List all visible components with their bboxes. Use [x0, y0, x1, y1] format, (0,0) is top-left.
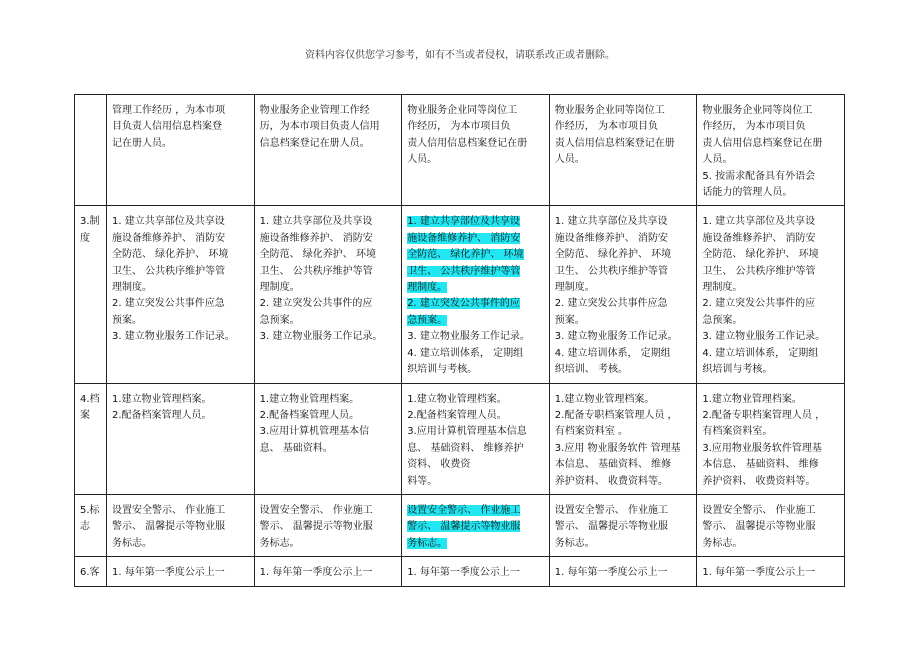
table-cell — [402, 557, 550, 586]
cell-line — [112, 392, 251, 408]
cell-line — [112, 119, 251, 135]
cell-text: 物业服务企业同等岗位工 — [702, 105, 813, 116]
cell-line — [260, 503, 399, 519]
cell-text: 务标志。 — [112, 537, 152, 549]
table-cell — [107, 95, 255, 206]
cell-text: 3.应用计算机管理基本信息 — [407, 426, 527, 438]
cell-text: 资料、 收费资 — [407, 459, 471, 471]
cell-text: 记在册人员。 — [112, 137, 172, 149]
cell-line — [702, 519, 841, 535]
cell-line — [112, 329, 251, 345]
row-label — [75, 95, 107, 206]
cell-text: 3. 建立物业服务工作记录。 — [259, 331, 383, 343]
highlighted-text: 务标志。 — [407, 537, 448, 549]
cell-line — [112, 519, 251, 535]
cell-line — [702, 119, 841, 135]
cell-line — [702, 214, 841, 230]
cell-line — [407, 152, 546, 168]
cell-line — [702, 247, 841, 263]
cell-line — [555, 329, 694, 345]
cell-text: 1. 每年第一季度公示上一 — [112, 567, 225, 579]
cell-line — [555, 519, 694, 535]
cell-text: 物业服务企业同等岗位工 — [554, 105, 665, 116]
cell-line — [407, 214, 546, 230]
standards-table — [74, 94, 845, 587]
cell-line — [702, 313, 841, 329]
highlighted-text: 卫生、 公共秩序维护等管 — [407, 265, 521, 277]
cell-line — [260, 441, 399, 457]
cell-text: 责人信用信息档案登记在册 — [407, 137, 528, 149]
cell-line — [702, 392, 841, 408]
cell-text: 物业服务企业同等岗位工 — [407, 105, 518, 116]
cell-line — [407, 503, 546, 519]
cell-text: 有档案资料室。 — [702, 426, 773, 438]
cell-text: 1.建立物业管理档案。 — [112, 393, 212, 405]
cell-text: 1. 建立共享部位及共享设 — [702, 216, 816, 228]
cell-text: 2.配备档案管理人员。 — [259, 409, 360, 421]
cell-text: 预案。 — [554, 314, 585, 326]
cell-text: 1. 每年第一季度公示上一 — [259, 567, 373, 579]
cell-text: 理制度。 — [702, 282, 743, 294]
cell-text: 3.应用计算机管理基本信 — [259, 426, 370, 438]
cell-text: 全防范、 绿化养护、 环境 — [554, 249, 672, 261]
table-cell — [549, 95, 697, 206]
cell-text: 2. 建立突发公共事件的应 — [702, 298, 816, 310]
cell-line — [407, 424, 546, 440]
cell-line — [260, 214, 399, 230]
cell-line — [555, 214, 694, 230]
cell-text: 织培训与考核。 — [702, 364, 773, 376]
cell-line — [555, 536, 694, 552]
cell-line — [555, 565, 694, 581]
cell-text: 3.应用物业服务软件管理基 — [702, 442, 822, 454]
cell-line — [407, 329, 546, 345]
cell-line — [702, 280, 841, 296]
cell-line — [407, 296, 546, 312]
cell-text: 2.配备档案管理人员。 — [407, 409, 507, 421]
cell-line — [260, 119, 399, 135]
cell-text: 物业服务企业管理工作经 — [259, 105, 370, 116]
cell-line — [702, 536, 841, 552]
cell-line — [112, 503, 251, 519]
cell-text: 本信息、 基础资料、 维修 — [702, 459, 819, 471]
row-label: 5.标志 — [75, 494, 107, 556]
cell-line — [702, 169, 841, 185]
cell-line — [260, 280, 399, 296]
cell-text: 2. 建立突发公共事件应急 — [112, 298, 225, 310]
cell-line — [555, 152, 694, 168]
cell-text: 有档案资料室 。 — [554, 426, 628, 438]
table-cell — [402, 95, 550, 206]
cell-text: 施设备维修养护、 消防安 — [259, 232, 373, 244]
cell-text: 人员。 — [554, 154, 585, 166]
cell-line — [702, 346, 841, 362]
table-cell — [697, 206, 845, 383]
cell-text: 3.应用 物业服务软件 管理基 — [554, 442, 681, 454]
cell-line — [260, 536, 399, 552]
cell-text: 急预案。 — [259, 314, 300, 326]
cell-text: 警示、 温馨提示等物业服 — [554, 521, 668, 533]
cell-line — [112, 296, 251, 312]
cell-text: 警示、 温馨提示等物业服 — [702, 521, 816, 533]
cell-line — [260, 408, 399, 424]
cell-line — [555, 136, 694, 152]
highlighted-text: 警示、 温馨提示等物业服 — [407, 521, 521, 533]
disclaimer-header: 资料内容仅供您学习参考，如有不当或者侵权，请联系改正或者删除。 — [305, 50, 615, 61]
cell-line — [407, 362, 546, 378]
cell-text: 5. 按需求配备具有外语会 — [702, 170, 816, 182]
cell-line — [702, 408, 841, 424]
cell-text: 1. 每年第一季度公示上一 — [407, 567, 520, 579]
cell-text: 全防范、 绿化养护、 环境 — [112, 249, 229, 261]
cell-line — [555, 119, 694, 135]
cell-text: 2.配备档案管理人员。 — [112, 409, 212, 421]
cell-line — [407, 103, 546, 119]
cell-text: 息、 基础资料。 — [259, 442, 333, 454]
table-cell — [107, 383, 255, 494]
cell-text: 理制度。 — [112, 282, 152, 294]
cell-text: 历，为本市项目负责人信用 — [259, 121, 380, 133]
cell-line — [260, 519, 399, 535]
cell-line — [555, 441, 694, 457]
cell-text: 2. 建立突发公共事件应急 — [554, 298, 668, 310]
table-cell — [697, 383, 845, 494]
cell-line — [702, 362, 841, 378]
cell-line — [407, 457, 546, 473]
cell-line — [260, 313, 399, 329]
cell-line — [112, 264, 251, 280]
cell-line — [407, 441, 546, 457]
highlighted-text: 施设备维修养护、 消防安 — [407, 232, 521, 244]
cell-text: 目负责人信用信息档案登 — [112, 121, 222, 133]
table-row — [75, 557, 845, 586]
cell-text: 全防范、 绿化养护、 环境 — [259, 249, 376, 261]
highlighted-text: 1. 建立共享部位及共享设 — [407, 216, 520, 228]
row-label: 3.制度 — [75, 206, 107, 383]
cell-text: 卫生、 公共秩序维护等管 — [259, 265, 373, 277]
cell-line — [260, 264, 399, 280]
cell-line — [555, 296, 694, 312]
cell-text: 警示、 温馨提示等物业服 — [259, 521, 373, 533]
cell-line — [407, 313, 546, 329]
cell-line — [407, 280, 546, 296]
cell-text: 1. 建立共享部位及共享设 — [554, 216, 668, 228]
cell-text: 织培训与考核。 — [407, 364, 478, 376]
cell-text: 2. 建立突发公共事件的应 — [259, 298, 373, 310]
table-cell — [697, 557, 845, 586]
cell-line — [702, 185, 841, 201]
table-cell — [549, 494, 697, 556]
cell-text: 急预案。 — [702, 314, 743, 326]
cell-line — [407, 392, 546, 408]
cell-text: 作经历， 为本市项目负 — [554, 121, 658, 133]
cell-line — [260, 296, 399, 312]
cell-text: 1.建立物业管理档案。 — [554, 393, 655, 405]
cell-text: 务标志。 — [259, 537, 300, 549]
cell-line — [555, 457, 694, 473]
cell-line — [555, 103, 694, 119]
table-cell — [549, 557, 697, 586]
table-cell — [402, 494, 550, 556]
cell-line — [702, 103, 841, 119]
cell-line — [260, 247, 399, 263]
cell-line — [555, 313, 694, 329]
cell-text: 3. 建立物业服务工作记录。 — [702, 331, 826, 343]
cell-line — [702, 474, 841, 490]
cell-text: 责人信用信息档案登记在册 — [702, 137, 823, 149]
cell-line — [407, 519, 546, 535]
cell-text: 作经历， 为本市项目负 — [407, 121, 511, 133]
cell-text: 务标志。 — [702, 537, 743, 549]
cell-text: 管理工作经历 ，为本市项 — [112, 105, 226, 116]
cell-text: 人员。 — [407, 154, 438, 166]
cell-line — [702, 424, 841, 440]
highlighted-text: 2. 建立突发公共事件的应 — [407, 298, 520, 310]
cell-text: 本信息、 基础资料、 维修 — [554, 459, 672, 471]
table-cell — [254, 95, 402, 206]
cell-line — [407, 536, 546, 552]
cell-text: 1. 每年第一季度公示上一 — [554, 567, 668, 579]
cell-text: 设置安全警示、 作业施工 — [259, 504, 373, 516]
cell-line — [260, 231, 399, 247]
cell-line — [112, 280, 251, 296]
cell-text: 3. 建立物业服务工作记录。 — [407, 331, 530, 343]
cell-text: 务标志。 — [554, 537, 595, 549]
cell-line — [260, 565, 399, 581]
table-cell — [697, 95, 845, 206]
highlighted-text: 设置安全警示、 作业施工 — [407, 504, 521, 516]
cell-line — [555, 424, 694, 440]
cell-line — [112, 408, 251, 424]
cell-text: 3. 建立物业服务工作记录。 — [554, 331, 678, 343]
cell-text: 信息档案登记在册人员。 — [259, 137, 370, 149]
table-cell — [402, 383, 550, 494]
cell-text: 2.配备专职档案管理人员 ， — [702, 409, 826, 421]
cell-text: 警示、 温馨提示等物业服 — [112, 521, 226, 533]
table-cell — [549, 206, 697, 383]
cell-text: 作经历， 为本市项目负 — [702, 121, 806, 133]
table-cell — [254, 383, 402, 494]
cell-text: 2.配备专职档案管理人员 ， — [554, 409, 678, 421]
cell-line — [112, 136, 251, 152]
cell-line — [555, 264, 694, 280]
cell-line — [702, 503, 841, 519]
cell-text: 养护资料、 收费资料等。 — [554, 475, 668, 487]
cell-text: 4. 建立培训体系， 定期组 — [407, 347, 524, 359]
table-cell — [254, 206, 402, 383]
table-cell — [549, 383, 697, 494]
cell-text: 1.建立物业管理档案。 — [259, 393, 360, 405]
table-cell — [107, 557, 255, 586]
row-label: 4.档案 — [75, 383, 107, 494]
cell-text: 1.建立物业管理档案。 — [702, 393, 802, 405]
cell-line — [555, 231, 694, 247]
cell-line — [702, 329, 841, 345]
cell-line — [407, 119, 546, 135]
highlighted-text: 理制度。 — [407, 282, 448, 294]
cell-line — [702, 152, 841, 168]
table-row — [75, 383, 845, 494]
cell-line — [260, 392, 399, 408]
cell-text: 施设备维修养护、 消防安 — [702, 232, 816, 244]
cell-line — [555, 346, 694, 362]
cell-text: 1. 每年第一季度公示上一 — [702, 567, 816, 579]
cell-line — [112, 536, 251, 552]
cell-text: 1. 建立共享部位及共享设 — [112, 216, 225, 228]
cell-text: 全防范、 绿化养护、 环境 — [702, 249, 819, 261]
cell-line — [555, 503, 694, 519]
cell-line — [407, 346, 546, 362]
cell-text: 1.建立物业管理档案。 — [407, 393, 507, 405]
cell-line — [260, 424, 399, 440]
cell-text: 设置安全警示、 作业施工 — [702, 504, 816, 516]
cell-line — [702, 441, 841, 457]
cell-text: 养护资料、 收费资料等。 — [702, 475, 816, 487]
cell-line — [260, 103, 399, 119]
table-cell — [107, 206, 255, 383]
cell-line — [555, 362, 694, 378]
table-row — [75, 206, 845, 383]
cell-line — [260, 329, 399, 345]
cell-line — [407, 408, 546, 424]
cell-line — [702, 136, 841, 152]
cell-line — [112, 313, 251, 329]
cell-text: 息、 基础资料、 维修养护 — [407, 442, 524, 454]
cell-text: 织培训、 考核。 — [554, 364, 628, 376]
cell-line — [407, 136, 546, 152]
cell-line — [555, 280, 694, 296]
table-row — [75, 494, 845, 556]
cell-line — [555, 474, 694, 490]
cell-text: 卫生、 公共秩序维护等管 — [112, 265, 226, 277]
cell-line — [407, 231, 546, 247]
table-cell — [697, 494, 845, 556]
cell-line — [702, 457, 841, 473]
cell-text: 理制度。 — [554, 282, 595, 294]
table-cell — [254, 557, 402, 586]
cell-text: 卫生、 公共秩序维护等管 — [554, 265, 668, 277]
cell-text: 理制度。 — [259, 282, 300, 294]
cell-line — [260, 136, 399, 152]
cell-line — [112, 231, 251, 247]
cell-line — [112, 247, 251, 263]
cell-text: 设置安全警示、 作业施工 — [554, 504, 668, 516]
highlighted-text: 急预案。 — [407, 314, 448, 326]
cell-text: 设置安全警示、 作业施工 — [112, 504, 226, 516]
cell-text: 施设备维修养护、 消防安 — [112, 232, 226, 244]
cell-text: 4. 建立培训体系， 定期组 — [554, 347, 671, 359]
table-cell — [254, 494, 402, 556]
cell-line — [555, 408, 694, 424]
cell-line — [555, 247, 694, 263]
cell-line — [702, 565, 841, 581]
cell-text: 1. 建立共享部位及共享设 — [259, 216, 373, 228]
cell-line — [407, 474, 546, 490]
cell-line — [555, 392, 694, 408]
cell-text: 4. 建立培训体系， 定期组 — [702, 347, 819, 359]
cell-text: 话能力的管理人员。 — [702, 187, 793, 199]
cell-line — [407, 565, 546, 581]
cell-text: 料等。 — [407, 475, 438, 487]
cell-text: 卫生、 公共秩序维护等管 — [702, 265, 816, 277]
cell-line — [702, 296, 841, 312]
cell-line — [702, 264, 841, 280]
cell-line — [702, 231, 841, 247]
cell-line — [112, 214, 251, 230]
cell-line — [407, 264, 546, 280]
cell-text: 3. 建立物业服务工作记录。 — [112, 331, 235, 343]
cell-line — [112, 565, 251, 581]
cell-text: 施设备维修养护、 消防安 — [554, 232, 668, 244]
cell-text: 预案。 — [112, 314, 142, 326]
cell-text: 人员。 — [702, 154, 733, 166]
highlighted-text: 全防范、 绿化养护、 环境 — [407, 249, 524, 261]
cell-line — [112, 103, 251, 119]
table-cell — [402, 206, 550, 383]
cell-line — [407, 247, 546, 263]
row-label: 6.客 — [75, 557, 107, 586]
table-row — [75, 95, 845, 206]
cell-text: 责人信用信息档案登记在册 — [554, 137, 675, 149]
table-cell — [107, 494, 255, 556]
